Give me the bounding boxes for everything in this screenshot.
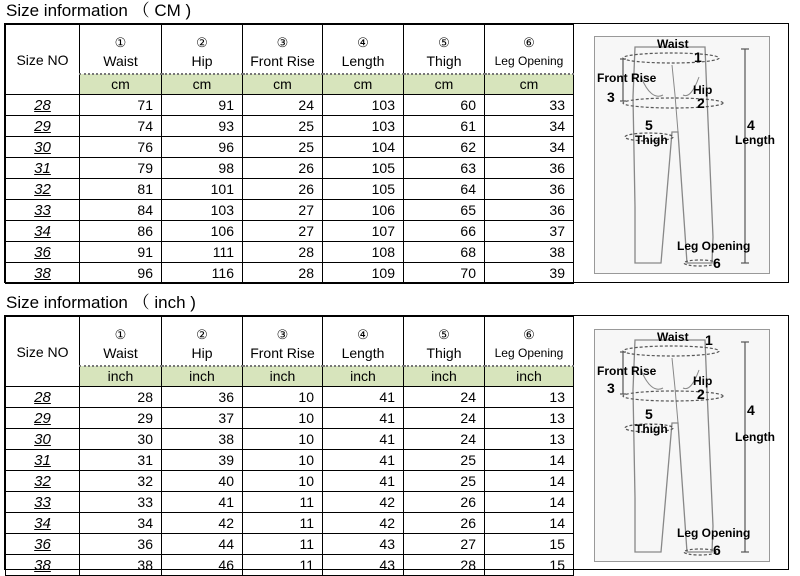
size-cell: 32 <box>6 179 80 200</box>
header-leg-opening: ⑥ Leg Opening <box>485 25 574 74</box>
diagram-label-hip: Hip <box>693 374 713 388</box>
value-cell: 26 <box>404 513 485 534</box>
value-cell: 29 <box>80 408 162 429</box>
value-cell: 10 <box>243 408 323 429</box>
size-section-cm <box>0 0 800 285</box>
size-table-inch <box>5 316 574 576</box>
diagram-label-front-rise: Front Rise <box>597 364 657 378</box>
size-cell: 29 <box>6 408 80 429</box>
value-cell: 40 <box>162 471 243 492</box>
diagram-label-thigh: Thigh <box>635 422 668 436</box>
size-no-header: Size NO <box>6 25 80 95</box>
table-row <box>6 513 574 534</box>
value-cell: 36 <box>485 179 574 200</box>
value-cell: 34 <box>80 513 162 534</box>
value-cell: 91 <box>80 242 162 263</box>
size-table-cm <box>5 24 574 284</box>
value-cell: 24 <box>404 387 485 408</box>
size-cell: 31 <box>6 158 80 179</box>
value-cell: 62 <box>404 137 485 158</box>
value-cell: 14 <box>485 450 574 471</box>
unit-cell: cm <box>162 74 243 95</box>
value-cell: 103 <box>323 116 404 137</box>
value-cell: 28 <box>243 263 323 284</box>
diagram-marker-2: 2 <box>697 386 705 402</box>
table-row <box>6 450 574 471</box>
value-cell: 36 <box>162 387 243 408</box>
table-row <box>6 263 574 284</box>
value-cell: 46 <box>162 555 243 576</box>
value-cell: 37 <box>485 221 574 242</box>
value-cell: 38 <box>80 555 162 576</box>
value-cell: 13 <box>485 387 574 408</box>
value-cell: 10 <box>243 450 323 471</box>
header-length: ④ Length <box>323 317 404 366</box>
value-cell: 41 <box>323 471 404 492</box>
value-cell: 11 <box>243 534 323 555</box>
value-cell: 38 <box>162 429 243 450</box>
value-cell: 44 <box>162 534 243 555</box>
header-leg-opening: ⑥ Leg Opening <box>485 317 574 366</box>
size-section-inch <box>0 291 800 574</box>
value-cell: 106 <box>323 200 404 221</box>
diagram-label-length: Length <box>735 430 775 444</box>
header-length: ④ Length <box>323 25 404 74</box>
value-cell: 107 <box>323 221 404 242</box>
unit-cell: inch <box>80 366 162 387</box>
value-cell: 96 <box>80 263 162 284</box>
table-row <box>6 471 574 492</box>
value-cell: 27 <box>243 200 323 221</box>
size-cell: 36 <box>6 534 80 555</box>
value-cell: 25 <box>243 137 323 158</box>
value-cell: 74 <box>80 116 162 137</box>
value-cell: 63 <box>404 158 485 179</box>
value-cell: 106 <box>162 221 243 242</box>
value-cell: 25 <box>243 116 323 137</box>
value-cell: 42 <box>323 513 404 534</box>
diagram-label-length: Length <box>735 133 775 147</box>
value-cell: 14 <box>485 471 574 492</box>
table-row <box>6 95 574 116</box>
value-cell: 41 <box>162 492 243 513</box>
size-cell: 28 <box>6 95 80 116</box>
value-cell: 71 <box>80 95 162 116</box>
value-cell: 103 <box>162 200 243 221</box>
value-cell: 31 <box>80 450 162 471</box>
value-cell: 111 <box>162 242 243 263</box>
value-cell: 14 <box>485 492 574 513</box>
value-cell: 68 <box>404 242 485 263</box>
value-cell: 24 <box>404 408 485 429</box>
diagram-marker-3: 3 <box>607 380 615 396</box>
size-cell: 31 <box>6 450 80 471</box>
value-cell: 13 <box>485 429 574 450</box>
diagram-marker-4: 4 <box>747 117 755 133</box>
value-cell: 25 <box>404 471 485 492</box>
value-cell: 79 <box>80 158 162 179</box>
unit-cell: inch <box>323 366 404 387</box>
pants-diagram <box>594 329 775 562</box>
value-cell: 26 <box>243 179 323 200</box>
value-cell: 84 <box>80 200 162 221</box>
size-cell: 30 <box>6 137 80 158</box>
value-cell: 101 <box>162 179 243 200</box>
table-row <box>6 408 574 429</box>
value-cell: 116 <box>162 263 243 284</box>
diagram-marker-6: 6 <box>713 542 721 558</box>
unit-cell: inch <box>404 366 485 387</box>
value-cell: 25 <box>404 450 485 471</box>
table-row <box>6 429 574 450</box>
value-cell: 34 <box>485 116 574 137</box>
table-row <box>6 116 574 137</box>
value-cell: 36 <box>80 534 162 555</box>
diagram-marker-1: 1 <box>694 49 702 65</box>
table-row <box>6 242 574 263</box>
section-title: Size information （ inch ) <box>6 293 196 312</box>
section-title: Size information （ CM ) <box>6 1 192 20</box>
diagram-marker-3: 3 <box>607 89 615 105</box>
diagram-marker-5: 5 <box>645 406 653 422</box>
table-row <box>6 200 574 221</box>
diagram-label-leg-opening: Leg Opening <box>677 239 751 253</box>
table-row <box>6 221 574 242</box>
header-front-rise: ③ Front Rise <box>243 25 323 74</box>
diagram-marker-1: 1 <box>705 332 713 348</box>
value-cell: 27 <box>243 221 323 242</box>
pants-diagram <box>594 36 775 274</box>
value-cell: 15 <box>485 534 574 555</box>
value-cell: 96 <box>162 137 243 158</box>
diagram-label-waist: Waist <box>657 330 689 344</box>
unit-cell: inch <box>485 366 574 387</box>
unit-cell: cm <box>80 74 162 95</box>
size-cell: 30 <box>6 429 80 450</box>
header-front-rise: ③ Front Rise <box>243 317 323 366</box>
size-cell: 33 <box>6 200 80 221</box>
value-cell: 24 <box>243 95 323 116</box>
value-cell: 41 <box>323 450 404 471</box>
value-cell: 43 <box>323 555 404 576</box>
value-cell: 15 <box>485 555 574 576</box>
diagram-label-waist: Waist <box>657 37 689 51</box>
header-hip: ② Hip <box>162 25 243 74</box>
diagram-marker-5: 5 <box>645 117 653 133</box>
value-cell: 70 <box>404 263 485 284</box>
value-cell: 37 <box>162 408 243 429</box>
value-cell: 41 <box>323 429 404 450</box>
value-cell: 64 <box>404 179 485 200</box>
value-cell: 81 <box>80 179 162 200</box>
table-row <box>6 492 574 513</box>
value-cell: 38 <box>485 242 574 263</box>
value-cell: 28 <box>80 387 162 408</box>
size-no-header: Size NO <box>6 317 80 387</box>
table-row <box>6 534 574 555</box>
value-cell: 13 <box>485 408 574 429</box>
unit-cell: cm <box>323 74 404 95</box>
size-cell: 36 <box>6 242 80 263</box>
diagram-marker-6: 6 <box>713 255 721 271</box>
size-cell: 38 <box>6 263 80 284</box>
unit-cell: inch <box>162 366 243 387</box>
unit-cell: cm <box>243 74 323 95</box>
table-row <box>6 555 574 576</box>
table-row <box>6 387 574 408</box>
value-cell: 36 <box>485 200 574 221</box>
unit-cell: cm <box>485 74 574 95</box>
value-cell: 39 <box>485 263 574 284</box>
value-cell: 10 <box>243 387 323 408</box>
value-cell: 41 <box>323 408 404 429</box>
value-cell: 28 <box>243 242 323 263</box>
value-cell: 61 <box>404 116 485 137</box>
value-cell: 98 <box>162 158 243 179</box>
header-thigh: ⑤ Thigh <box>404 25 485 74</box>
value-cell: 10 <box>243 471 323 492</box>
size-cell: 29 <box>6 116 80 137</box>
header-waist: ① Waist <box>80 25 162 74</box>
value-cell: 34 <box>485 137 574 158</box>
value-cell: 10 <box>243 429 323 450</box>
value-cell: 60 <box>404 95 485 116</box>
value-cell: 105 <box>323 179 404 200</box>
diagram-marker-2: 2 <box>697 95 705 111</box>
value-cell: 91 <box>162 95 243 116</box>
diagram-label-hip: Hip <box>693 83 713 97</box>
size-cell: 33 <box>6 492 80 513</box>
size-cell: 28 <box>6 387 80 408</box>
value-cell: 11 <box>243 555 323 576</box>
value-cell: 11 <box>243 513 323 534</box>
value-cell: 109 <box>323 263 404 284</box>
value-cell: 93 <box>162 116 243 137</box>
header-waist: ① Waist <box>80 317 162 366</box>
value-cell: 24 <box>404 429 485 450</box>
value-cell: 41 <box>323 387 404 408</box>
value-cell: 42 <box>162 513 243 534</box>
value-cell: 26 <box>404 492 485 513</box>
value-cell: 105 <box>323 158 404 179</box>
size-cell: 38 <box>6 555 80 576</box>
table-row <box>6 137 574 158</box>
size-cell: 34 <box>6 221 80 242</box>
value-cell: 104 <box>323 137 404 158</box>
value-cell: 28 <box>404 555 485 576</box>
table-row <box>6 179 574 200</box>
value-cell: 65 <box>404 200 485 221</box>
value-cell: 11 <box>243 492 323 513</box>
table-row <box>6 158 574 179</box>
size-cell: 32 <box>6 471 80 492</box>
diagram-label-front-rise: Front Rise <box>597 71 657 85</box>
value-cell: 14 <box>485 513 574 534</box>
value-cell: 76 <box>80 137 162 158</box>
value-cell: 66 <box>404 221 485 242</box>
value-cell: 33 <box>485 95 574 116</box>
diagram-marker-4: 4 <box>747 402 755 418</box>
header-thigh: ⑤ Thigh <box>404 317 485 366</box>
value-cell: 30 <box>80 429 162 450</box>
value-cell: 27 <box>404 534 485 555</box>
value-cell: 86 <box>80 221 162 242</box>
value-cell: 36 <box>485 158 574 179</box>
value-cell: 43 <box>323 534 404 555</box>
unit-cell: cm <box>404 74 485 95</box>
diagram-label-leg-opening: Leg Opening <box>677 526 751 540</box>
value-cell: 103 <box>323 95 404 116</box>
value-cell: 42 <box>323 492 404 513</box>
diagram-label-thigh: Thigh <box>635 133 668 147</box>
value-cell: 32 <box>80 471 162 492</box>
value-cell: 39 <box>162 450 243 471</box>
header-hip: ② Hip <box>162 317 243 366</box>
value-cell: 26 <box>243 158 323 179</box>
unit-cell: inch <box>243 366 323 387</box>
value-cell: 108 <box>323 242 404 263</box>
value-cell: 33 <box>80 492 162 513</box>
size-cell: 34 <box>6 513 80 534</box>
